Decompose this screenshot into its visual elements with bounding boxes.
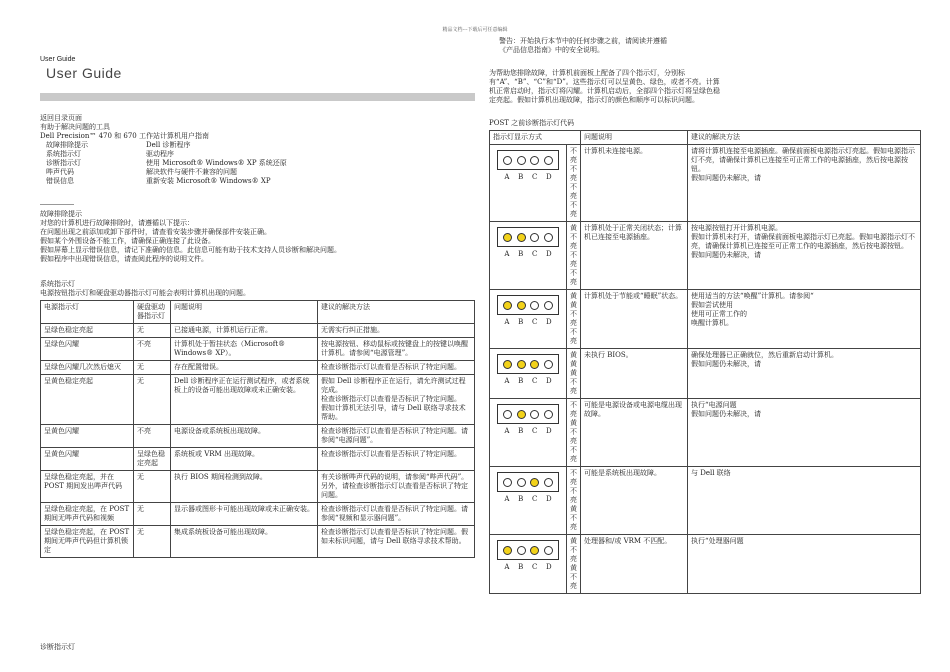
tip-line: 对您的计算机进行故障排除时，请遵循以下提示： (40, 219, 194, 227)
table-cell: 电源设备或系统板出现故障。 (171, 425, 318, 448)
table-cell: 检查诊断指示灯以查看是否标识了特定问题。 (318, 361, 475, 375)
indicator-label: A (504, 173, 510, 181)
indicator-label: A (504, 495, 510, 503)
off-light-icon (544, 301, 553, 310)
table-cell: 呈绿色稳定亮起，在 POST 期间无哔声代码但计算机锁定 (41, 526, 134, 558)
indicator-label: C (531, 495, 538, 503)
off-light-icon (503, 156, 512, 165)
amber-light-icon (530, 360, 539, 369)
suggested-fix: 执行“电源问题 假如问题仍未解决，请 (688, 399, 921, 467)
table-row (41, 471, 475, 503)
off-light-icon (544, 156, 553, 165)
table-row (490, 290, 921, 349)
table-cell: 无 (134, 526, 171, 558)
off-light-icon (517, 546, 526, 555)
diag-lights-table (489, 130, 921, 594)
toc-link[interactable]: 驱动程序 (146, 150, 174, 158)
user-guide-title: User Guide (46, 65, 122, 81)
problem-desc: 处理器和/或 VRM 不匹配。 (581, 535, 688, 594)
post-title: POST 之前诊断指示灯代码 (489, 119, 575, 127)
indicator-label: B (518, 427, 524, 435)
col-hdd: 硬盘驱动器指示灯 (134, 301, 171, 324)
table-row (41, 375, 475, 425)
suggested-fix: 按电源按钮打开计算机电源。 假如计算机未打开，请确保前面板电源指示灯已亮起。假如电源指示灯不亮，请确保计算机已连接至可正常工作的电源插座，然后按电源按钮。 假如问题仍未解决，请 (688, 222, 921, 290)
indicator-lights (497, 150, 559, 170)
indicator-label: A (504, 318, 510, 326)
table-cell: 检查诊断指示灯以查看是否标识了特定问题。假如未标识问题，请与 Dell 联络寻求技术帮助。 (318, 526, 475, 558)
off-light-icon (503, 410, 512, 419)
light-state-text: 不 亮 黄 不 亮 不 亮 (567, 399, 581, 467)
indicator-lights (497, 295, 559, 315)
table-cell: 检查诊断指示灯以查看是否标识了特定问题。请参阅“电源问题”。 (318, 425, 475, 448)
table-row (41, 361, 475, 375)
amber-light-icon (517, 360, 526, 369)
off-light-icon (544, 478, 553, 487)
table-row (490, 349, 921, 399)
indicator-label: B (518, 563, 524, 571)
user-guide-label: User Guide (40, 56, 76, 63)
toc-row (40, 150, 470, 159)
toc-row (40, 177, 470, 186)
indicator-label: B (518, 495, 524, 503)
suggested-fix: 确保处理器已正确就位，然后重新启动计算机。 假如问题仍未解决，请 (688, 349, 921, 399)
col-desc: 问题说明 (581, 131, 688, 145)
table-cell: 检查诊断指示灯以查看是否标识了特定问题。请参阅“视频和显示器问题”。 (318, 503, 475, 526)
system-lights-title: 系统指示灯 (40, 280, 75, 288)
suggested-fix: 请将计算机连接至电源插座。确保前面板电源指示灯亮起。假如电源指示灯不亮，请确保计算机已连接至可正常工作的电源插座，然后按电源按钮。 假如问题仍未解决，请 (688, 145, 921, 222)
indicator-label: C (531, 563, 538, 571)
table-cell: 无 (134, 503, 171, 526)
table-cell: 集成系统板设备可能出现故障。 (171, 526, 318, 558)
toc-link[interactable]: 哔声代码 (46, 168, 74, 176)
indicator-labels (500, 318, 556, 327)
table-cell: 无 (134, 375, 171, 425)
col-solution: 建议的解决方法 (318, 301, 475, 324)
toc-link[interactable]: 重新安装 Microsoft® Windows® XP (146, 177, 271, 185)
col-problem: 问题说明 (171, 301, 318, 324)
back-link[interactable]: 返回目录页面 (40, 114, 82, 122)
amber-light-icon (503, 301, 512, 310)
tips-list (40, 219, 480, 264)
table-cell: 不亮 (134, 425, 171, 448)
title-bar (40, 93, 475, 101)
indicator-label: D (545, 427, 552, 435)
indicator-label: D (545, 377, 552, 385)
indicator-labels (500, 377, 556, 386)
table-row (490, 222, 921, 290)
table-cell: 呈绿色稳定亮起 (134, 448, 171, 471)
system-lights-table (40, 300, 475, 558)
light-state-text: 黄 黄 不 亮 不 亮 (567, 290, 581, 349)
light-state-text: 黄 不 亮 黄 不 亮 (567, 535, 581, 594)
table-row (41, 526, 475, 558)
diag-lights-heading: 诊断指示灯 (40, 643, 75, 651)
indicator-labels (500, 427, 556, 436)
indicator-cell (490, 222, 567, 290)
indicator-label: D (545, 563, 552, 571)
tips-title: 故障排除提示 (40, 210, 82, 218)
indicator-lights (497, 354, 559, 374)
off-light-icon (544, 233, 553, 242)
toc-block (40, 114, 470, 186)
amber-light-icon (530, 546, 539, 555)
toc-subtitle: Dell Precision™ 470 和 670 工作站计算机用户指南 (40, 132, 209, 140)
amber-light-icon (517, 301, 526, 310)
table-row (490, 467, 921, 535)
amber-light-icon (517, 410, 526, 419)
indicator-label: D (545, 318, 552, 326)
indicator-label: C (531, 173, 538, 181)
off-light-icon (544, 546, 553, 555)
tips-section (40, 210, 480, 264)
indicator-cell (490, 535, 567, 594)
toc-list (40, 141, 470, 186)
amber-light-icon (517, 233, 526, 242)
indicator-label: C (531, 377, 538, 385)
light-state-text: 不 亮 不 亮 黄 不 亮 (567, 467, 581, 535)
indicator-label: D (545, 250, 552, 258)
indicator-label: C (531, 427, 538, 435)
indicator-label: B (518, 377, 524, 385)
problem-desc: 可能是电源设备或电源电缆出现故障。 (581, 399, 688, 467)
table-cell: 呈绿色闪耀几次然后熄灭 (41, 361, 134, 375)
table-row (490, 145, 921, 222)
table-row (41, 425, 475, 448)
indicator-label: B (518, 250, 524, 258)
table-cell: 呈绿色闪耀 (41, 338, 134, 361)
indicator-cell (490, 399, 567, 467)
off-light-icon (544, 410, 553, 419)
problem-desc: 计算机处于正常关闭状态；计算机已连接至电源插座。 (581, 222, 688, 290)
table-row (41, 448, 475, 471)
off-light-icon (503, 478, 512, 487)
indicator-lights (497, 404, 559, 424)
suggested-fix: 执行“处理器问题 (688, 535, 921, 594)
table-cell: 检查诊断指示灯以查看是否标识了特定问题。 (318, 448, 475, 471)
indicator-label: C (531, 250, 538, 258)
indicator-label: B (518, 318, 524, 326)
off-light-icon (530, 410, 539, 419)
col-power: 电源指示灯 (41, 301, 134, 324)
indicator-label: A (504, 377, 510, 385)
problem-desc: 计算机处于节能或“睡眠”状态。 (581, 290, 688, 349)
off-light-icon (517, 478, 526, 487)
warning-note: 警告：开始执行本节中的任何步骤之前，请阅读并遵循《产品信息指南》中的安全说明。 (499, 37, 667, 54)
page-header: 精品文档---下载后可任意编辑 (442, 27, 508, 33)
indicator-labels (500, 563, 556, 572)
toc-link[interactable]: 诊断指示灯 (46, 159, 81, 167)
indicator-label: A (504, 427, 510, 435)
table-row (490, 535, 921, 594)
indicator-lights (497, 472, 559, 492)
off-light-icon (544, 360, 553, 369)
table-cell: 呈绿色稳定亮起，在 POST 期间无哔声代码和视频 (41, 503, 134, 526)
col-fix: 建议的解决方法 (688, 131, 921, 145)
tip-line: 假如程序中出现错误信息，请查阅此程序的说明文件。 (40, 255, 208, 263)
table-cell: 假如 Dell 诊断程序正在运行，请允许测试过程完成。 检查诊断指示灯以查看是否标识了特定问题。 假如计算机无法引导，请与 Dell 联络寻求技术帮助。 (318, 375, 475, 425)
indicator-labels (500, 250, 556, 259)
indicator-labels (500, 495, 556, 504)
indicator-labels (500, 173, 556, 182)
off-light-icon (530, 156, 539, 165)
amber-light-icon (530, 478, 539, 487)
problem-desc: 计算机未连接电源。 (581, 145, 688, 222)
amber-light-icon (503, 546, 512, 555)
indicator-label: D (545, 495, 552, 503)
tip-line: 假如某个外围设备不能工作，请确保正确连接了此设备。 (40, 237, 215, 245)
indicator-label: C (531, 318, 538, 326)
table-cell: 显示器或图形卡可能出现故障或未正确安装。 (171, 503, 318, 526)
off-light-icon (530, 301, 539, 310)
suggested-fix: 与 Dell 联络 (688, 467, 921, 535)
system-lights-section (40, 280, 480, 298)
toc-row (40, 168, 470, 177)
light-state-text: 不 亮 不 亮 不 亮 不 亮 (567, 145, 581, 222)
light-state-text: 黄 不 亮 不 亮 不 亮 (567, 222, 581, 290)
table-cell: 无 (134, 471, 171, 503)
toc-link[interactable]: 错误信息 (46, 177, 74, 185)
indicator-label: A (504, 563, 510, 571)
indicator-cell (490, 145, 567, 222)
table-cell: 呈绿色稳定亮起 (41, 324, 134, 338)
table-cell: 有关诊断哔声代码的说明，请参阅“哔声代码”。另外，请检查诊断指示灯以查看是否标识了特定问题。 (318, 471, 475, 503)
table-cell: 执行 BIOS 期间检测到故障。 (171, 471, 318, 503)
problem-desc: 可能是系统板出现故障。 (581, 467, 688, 535)
table-cell: Dell 诊断程序正在运行测试程序，或者系统板上的设备可能出现故障或未正确安装。 (171, 375, 318, 425)
table-cell: 无 (134, 361, 171, 375)
tip-line: 在问题出现之前添加或卸下部件时，请查看安装步骤并确保部件安装正确。 (40, 228, 271, 236)
table-cell: 计算机处于暂挂状态（Microsoft® Windows® XP）。 (171, 338, 318, 361)
table-row (41, 338, 475, 361)
amber-light-icon (503, 233, 512, 242)
problem-desc: 未执行 BIOS。 (581, 349, 688, 399)
indicator-lights (497, 540, 559, 560)
col-indicator: 指示灯显示方式 (490, 131, 581, 145)
table-cell: 已接通电源，计算机运行正常。 (171, 324, 318, 338)
table-cell: 呈黄色稳定亮起 (41, 375, 134, 425)
table-cell: 呈绿色稳定亮起，并在 POST 期间发出哔声代码 (41, 471, 134, 503)
off-light-icon (530, 233, 539, 242)
amber-light-icon (503, 360, 512, 369)
toc-link[interactable]: 解决软件与硬件不兼容的问题 (146, 168, 237, 176)
table-cell: 按电源按钮、移动鼠标或按键盘上的按键以唤醒计算机。请参阅“电源管理”。 (318, 338, 475, 361)
table-row (41, 324, 475, 338)
toc-row (40, 141, 470, 150)
indicator-label: B (518, 173, 524, 181)
indicator-lights (497, 227, 559, 247)
system-lights-desc: 电源按钮指示灯和硬盘驱动器指示灯可能会表明计算机出现的问题。 (40, 289, 250, 297)
toc-link[interactable]: 使用 Microsoft® Windows® XP 系统还原 (146, 159, 287, 167)
indicator-cell (490, 467, 567, 535)
table-cell: 呈黄色闪耀 (41, 425, 134, 448)
table-cell: 无 (134, 324, 171, 338)
toc-link[interactable]: 故障排除提示 (46, 141, 88, 149)
toc-row (40, 159, 470, 168)
table-cell: 无需实行纠正措施。 (318, 324, 475, 338)
tip-line: 假如屏幕上显示错误信息，请记下准确的信息。此信息可能有助于技术支持人员诊断和解决问题。 (40, 246, 341, 254)
intro-text: 为帮助您排除故障，计算机前面板上配备了四个指示灯，分别标有“A”、“B”、“C”和“D”。这些指示灯可以呈黄色、绿色，或者不亮。计算机正常启动时，指示灯将闪耀。计算机启动后，全部四个指示灯将呈绿色稳定亮起。假如计算机出现故障，指示灯的颜色和顺序可以标识问题。 (489, 69, 720, 104)
off-light-icon (517, 156, 526, 165)
indicator-label: A (504, 250, 510, 258)
table-cell: 不亮 (134, 338, 171, 361)
table-cell: 呈黄色闪耀 (41, 448, 134, 471)
suggested-fix: 使用适当的方法“唤醒”计算机。请参阅“ 假如尝试使用 使用可正常工作的 唤醒计算机。 (688, 290, 921, 349)
toc-heading: 有助于解决问题的工具 (40, 123, 110, 131)
toc-link[interactable]: Dell 诊断程序 (146, 141, 191, 149)
table-row (490, 399, 921, 467)
indicator-cell (490, 349, 567, 399)
light-state-text: 黄 黄 黄 不 亮 (567, 349, 581, 399)
table-cell: 系统板或 VRM 出现故障。 (171, 448, 318, 471)
table-row (41, 503, 475, 526)
table-cell: 存在配置错误。 (171, 361, 318, 375)
toc-link[interactable]: 系统指示灯 (46, 150, 81, 158)
indicator-label: D (545, 173, 552, 181)
divider (40, 204, 74, 205)
indicator-cell (490, 290, 567, 349)
